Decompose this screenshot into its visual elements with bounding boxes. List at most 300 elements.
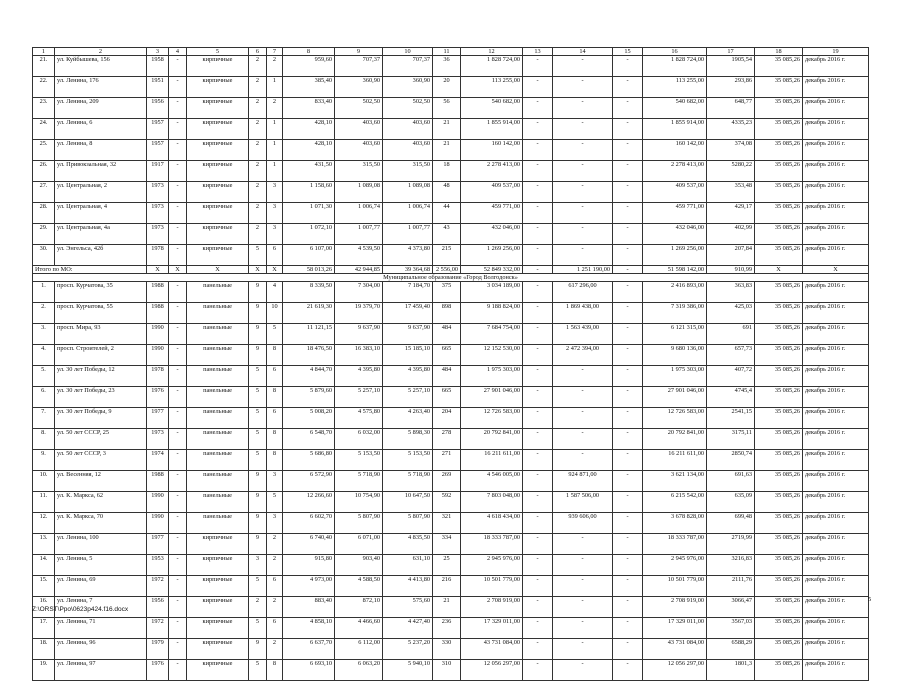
table-row (33, 387, 869, 408)
table-cell: 4 844,70 (283, 366, 335, 387)
table-cell: - (169, 245, 187, 266)
table-cell: 12 152 530,00 (461, 345, 523, 366)
table-cell: 5 807,90 (335, 513, 383, 534)
table-cell: 3 (267, 203, 283, 224)
table-cell: 1 828 724,00 (461, 56, 523, 77)
table-cell: 334 (433, 534, 461, 555)
table-cell: кирпичные (187, 77, 249, 98)
header-row (33, 48, 869, 56)
table-cell: 4 395,80 (335, 366, 383, 387)
table-cell: декабрь 2016 г. (803, 182, 869, 203)
table-cell: 1. (33, 282, 55, 303)
table-cell: декабрь 2016 г. (803, 203, 869, 224)
table-cell: 9 (249, 639, 267, 660)
table-cell: 1990 (147, 513, 169, 534)
table-cell: 4. (33, 345, 55, 366)
table-cell: 428,10 (283, 140, 335, 161)
table-cell: панельные (187, 324, 249, 345)
table-cell: 330 (433, 639, 461, 660)
table-cell: 1 007,77 (335, 224, 383, 245)
table-cell: 7 803 048,00 (461, 492, 523, 513)
table-cell: - (553, 597, 613, 618)
table-cell: кирпичные (187, 576, 249, 597)
table-cell: 9 (249, 471, 267, 492)
table-cell: - (523, 639, 553, 660)
table-cell: - (169, 345, 187, 366)
table-cell: - (169, 140, 187, 161)
table-cell: 1 975 303,00 (461, 366, 523, 387)
table-cell: 43 (433, 224, 461, 245)
table-cell: 385,40 (283, 77, 335, 98)
column-number: 10 (383, 48, 433, 56)
table-row (33, 513, 869, 534)
table-cell: 9 (249, 513, 267, 534)
table-cell: 310 (433, 660, 461, 681)
table-cell: 939 606,00 (553, 513, 613, 534)
table-cell: 13. (33, 534, 55, 555)
table-cell: 5 257,10 (335, 387, 383, 408)
table-cell: ул. Ленина, 5 (55, 555, 147, 576)
table-cell: декабрь 2016 г. (803, 618, 869, 639)
table-cell: 4 618 434,00 (461, 513, 523, 534)
table-cell: декабрь 2016 г. (803, 119, 869, 140)
table-cell: 2 (249, 161, 267, 182)
table-cell: 1905,54 (707, 56, 755, 77)
table-cell: 160 142,00 (461, 140, 523, 161)
table-cell: 5 008,20 (283, 408, 335, 429)
table-cell: 2 (249, 597, 267, 618)
table-cell: 25. (33, 140, 55, 161)
table-cell: панельные (187, 492, 249, 513)
table-cell: 18 333 787,00 (461, 534, 523, 555)
table-cell: 26. (33, 161, 55, 182)
table-cell: 2 (249, 98, 267, 119)
table-row (33, 245, 869, 266)
table-cell: 7. (33, 408, 55, 429)
table-cell: 7 304,00 (335, 282, 383, 303)
table-cell: панельные (187, 471, 249, 492)
table-cell: 6 693,10 (283, 660, 335, 681)
table-cell: кирпичные (187, 224, 249, 245)
table-cell: 635,09 (707, 492, 755, 513)
table-cell: 16 383,10 (335, 345, 383, 366)
table-cell: декабрь 2016 г. (803, 324, 869, 345)
table-cell: - (613, 303, 643, 324)
total-cell: - (523, 266, 553, 274)
total-cell: - (613, 266, 643, 274)
table-cell: кирпичные (187, 245, 249, 266)
table-cell: - (523, 119, 553, 140)
table-cell: 19 379,70 (335, 303, 383, 324)
table-cell: 17. (33, 618, 55, 639)
table-cell: 21 (433, 597, 461, 618)
total-cell: X (187, 266, 249, 274)
table-cell: - (169, 324, 187, 345)
table-cell: - (553, 534, 613, 555)
table-cell: - (613, 387, 643, 408)
table-cell: декабрь 2016 г. (803, 429, 869, 450)
table-cell: 3 678 828,00 (643, 513, 707, 534)
table-cell: 6 548,70 (283, 429, 335, 450)
municipality-row (33, 274, 869, 282)
table-cell: декабрь 2016 г. (803, 660, 869, 681)
table-cell: 657,73 (707, 345, 755, 366)
table-cell: 872,10 (335, 597, 383, 618)
table-row (33, 56, 869, 77)
table-cell: 35 085,26 (755, 77, 803, 98)
column-number: 15 (613, 48, 643, 56)
table-cell: - (613, 161, 643, 182)
table-cell: 4 466,60 (335, 618, 383, 639)
table-cell: 2 (267, 639, 283, 660)
table-cell: 3 (249, 555, 267, 576)
table-cell: ул. 30 лет Победы, 23 (55, 387, 147, 408)
table-cell: декабрь 2016 г. (803, 534, 869, 555)
table-cell: 691,63 (707, 471, 755, 492)
table-row (33, 77, 869, 98)
table-cell: 5 (249, 450, 267, 471)
table-cell: - (523, 513, 553, 534)
table-cell: 16 211 611,00 (643, 450, 707, 471)
table-cell: 407,72 (707, 366, 755, 387)
table-cell: 3 (267, 513, 283, 534)
table-cell: - (523, 576, 553, 597)
table-cell: 12 726 583,00 (643, 408, 707, 429)
table-cell: 502,50 (335, 98, 383, 119)
table-cell: 360,90 (383, 77, 433, 98)
column-number: 18 (755, 48, 803, 56)
table-cell: 1990 (147, 492, 169, 513)
table-cell: 2 416 893,00 (643, 282, 707, 303)
table-cell: - (169, 555, 187, 576)
table-row (33, 492, 869, 513)
table-cell: 35 085,26 (755, 429, 803, 450)
table-cell: 22. (33, 77, 55, 98)
table-cell: 1977 (147, 408, 169, 429)
table-cell: 575,60 (383, 597, 433, 618)
table-cell: 5280,22 (707, 161, 755, 182)
table-cell: 293,86 (707, 77, 755, 98)
table-cell: 4745,4 (707, 387, 755, 408)
table-cell: 4 395,80 (383, 366, 433, 387)
table-cell: ул. Куйбышева, 156 (55, 56, 147, 77)
table-cell: 5 (249, 245, 267, 266)
table-cell: 1972 (147, 576, 169, 597)
table-cell: 35 085,26 (755, 161, 803, 182)
table-cell: 35 085,26 (755, 408, 803, 429)
table-cell: - (523, 56, 553, 77)
table-cell: 12 056 297,00 (643, 660, 707, 681)
table-cell: - (169, 56, 187, 77)
table-cell: 9 637,90 (335, 324, 383, 345)
table-cell: 883,40 (283, 597, 335, 618)
table-cell: - (169, 597, 187, 618)
table-cell: - (523, 618, 553, 639)
table-cell: кирпичные (187, 56, 249, 77)
table-cell: 5 153,50 (335, 450, 383, 471)
table-cell: - (523, 203, 553, 224)
table-row (33, 324, 869, 345)
table-cell: 1 269 256,00 (461, 245, 523, 266)
table-cell: 1 089,08 (335, 182, 383, 203)
table-cell: 1988 (147, 303, 169, 324)
table-cell: 7 684 754,00 (461, 324, 523, 345)
table-cell: 35 085,26 (755, 555, 803, 576)
table-cell: 2 (249, 56, 267, 77)
table-cell: декабрь 2016 г. (803, 492, 869, 513)
table-cell: декабрь 2016 г. (803, 282, 869, 303)
table-cell: 1956 (147, 98, 169, 119)
table-cell: 271 (433, 450, 461, 471)
table-cell: декабрь 2016 г. (803, 450, 869, 471)
total-cell: 51 598 142,00 (643, 266, 707, 274)
table-cell: 315,50 (383, 161, 433, 182)
table-cell: 833,40 (283, 98, 335, 119)
table-cell: - (613, 576, 643, 597)
table-cell: 27. (33, 182, 55, 203)
table-cell: - (613, 618, 643, 639)
table-cell: декабрь 2016 г. (803, 387, 869, 408)
table-cell: ул. 50 лет СССР, 3 (55, 450, 147, 471)
table-cell: 204 (433, 408, 461, 429)
table-cell: 30. (33, 245, 55, 266)
column-number: 13 (523, 48, 553, 56)
table-row (33, 303, 869, 324)
table-cell: - (523, 182, 553, 203)
table-cell: 20 792 841,00 (643, 429, 707, 450)
document-page (32, 47, 868, 681)
table-row (33, 618, 869, 639)
table-cell: декабрь 2016 г. (803, 98, 869, 119)
table-cell: 8 (267, 429, 283, 450)
table-cell: 403,60 (335, 140, 383, 161)
table-cell: 3. (33, 324, 55, 345)
table-cell: 23. (33, 98, 55, 119)
table-cell: - (613, 639, 643, 660)
table-cell: панельные (187, 513, 249, 534)
table-row (33, 161, 869, 182)
table-cell: 5 686,80 (283, 450, 335, 471)
table-cell: кирпичные (187, 597, 249, 618)
table-cell: декабрь 2016 г. (803, 224, 869, 245)
table-cell: 2 (267, 534, 283, 555)
table-cell: 14. (33, 555, 55, 576)
table-cell: 5 (267, 324, 283, 345)
table-cell: ул. Ленина, 176 (55, 77, 147, 98)
table-cell: 2541,15 (707, 408, 755, 429)
table-cell: 21 (433, 140, 461, 161)
table-cell: 540 682,00 (643, 98, 707, 119)
table-cell: 1974 (147, 450, 169, 471)
table-cell: 1 071,30 (283, 203, 335, 224)
table-cell: 8 (267, 450, 283, 471)
table-cell: 17 459,40 (383, 303, 433, 324)
table-cell: - (553, 408, 613, 429)
table-cell: просп. Курчатова, 55 (55, 303, 147, 324)
table-cell: - (553, 639, 613, 660)
table-cell: 1 828 724,00 (643, 56, 707, 77)
table-cell: ул. Привокзальная, 32 (55, 161, 147, 182)
table-cell: - (553, 98, 613, 119)
table-cell: 502,50 (383, 98, 433, 119)
table-cell: 2850,74 (707, 450, 755, 471)
table-cell: панельные (187, 366, 249, 387)
table-cell: 959,60 (283, 56, 335, 77)
table-cell: 9 188 824,00 (461, 303, 523, 324)
table-cell: 35 085,26 (755, 282, 803, 303)
table-cell: 6 572,90 (283, 471, 335, 492)
table-row (33, 534, 869, 555)
table-cell: 665 (433, 387, 461, 408)
table-cell: 631,10 (383, 555, 433, 576)
table-cell: декабрь 2016 г. (803, 639, 869, 660)
table-cell: 903,40 (335, 555, 383, 576)
table-cell: 35 085,26 (755, 98, 803, 119)
table-cell: декабрь 2016 г. (803, 77, 869, 98)
table-cell: 28. (33, 203, 55, 224)
table-cell: - (613, 555, 643, 576)
table-cell: 35 085,26 (755, 513, 803, 534)
table-cell: 1 563 439,00 (553, 324, 613, 345)
table-cell: - (523, 345, 553, 366)
table-cell: 1 (267, 161, 283, 182)
table-cell: 2 708 919,00 (643, 597, 707, 618)
column-number: 16 (643, 48, 707, 56)
table-cell: 1972 (147, 618, 169, 639)
table-cell: - (553, 660, 613, 681)
table-cell: - (169, 366, 187, 387)
table-cell: декабрь 2016 г. (803, 245, 869, 266)
table-cell: 617 296,00 (553, 282, 613, 303)
table-cell: - (169, 182, 187, 203)
file-path: Z:\ORST\Ppo\0623p424.f16.docx (32, 606, 129, 613)
table-cell: 2 (249, 224, 267, 245)
table-cell: - (553, 429, 613, 450)
table-cell: 1 975 303,00 (643, 366, 707, 387)
table-cell: 2 278 413,00 (461, 161, 523, 182)
table-cell: декабрь 2016 г. (803, 408, 869, 429)
table-cell: 409 537,00 (643, 182, 707, 203)
table-cell: 12 726 583,00 (461, 408, 523, 429)
table-cell: 7 184,70 (383, 282, 433, 303)
table-cell: 5 (249, 408, 267, 429)
table-cell: 9 (249, 492, 267, 513)
total-cell: 42 944,85 (335, 266, 383, 274)
table-cell: 1976 (147, 660, 169, 681)
table-cell: 2 (249, 140, 267, 161)
table-cell: 2 945 976,00 (461, 555, 523, 576)
table-cell: - (523, 98, 553, 119)
table-cell: 1978 (147, 366, 169, 387)
table-cell: - (523, 492, 553, 513)
table-cell: просп. Мира, 93 (55, 324, 147, 345)
table-cell: - (553, 576, 613, 597)
table-cell: - (553, 387, 613, 408)
table-cell: 35 085,26 (755, 618, 803, 639)
table-cell: 1976 (147, 387, 169, 408)
table-cell: 4 413,80 (383, 576, 433, 597)
table-cell: 403,60 (383, 119, 433, 140)
column-number: 8 (283, 48, 335, 56)
table-cell: 9 (249, 534, 267, 555)
table-row (33, 140, 869, 161)
table-cell: - (523, 597, 553, 618)
table-row (33, 429, 869, 450)
table-cell: 5 (249, 366, 267, 387)
table-cell: 10 754,90 (335, 492, 383, 513)
table-cell: 35 085,26 (755, 345, 803, 366)
table-cell: ул. Центральная, 4а (55, 224, 147, 245)
table-cell: панельные (187, 429, 249, 450)
table-cell: 3 621 134,00 (643, 471, 707, 492)
table-row (33, 98, 869, 119)
total-cell: 58 013,26 (283, 266, 335, 274)
table-cell: 5 898,30 (383, 429, 433, 450)
table-row (33, 282, 869, 303)
table-cell: декабрь 2016 г. (803, 303, 869, 324)
column-number: 2 (55, 48, 147, 56)
table-cell: - (613, 56, 643, 77)
table-cell: 915,80 (283, 555, 335, 576)
table-cell: панельные (187, 450, 249, 471)
table-cell: - (523, 471, 553, 492)
table-cell: 36 (433, 56, 461, 77)
table-cell: 7 319 386,00 (643, 303, 707, 324)
table-cell: 363,83 (707, 282, 755, 303)
total-cell: X (169, 266, 187, 274)
table-cell: - (553, 140, 613, 161)
table-cell: декабрь 2016 г. (803, 471, 869, 492)
table-cell: 56 (433, 98, 461, 119)
table-cell: 1 158,60 (283, 182, 335, 203)
table-cell: - (169, 492, 187, 513)
table-cell: 403,60 (335, 119, 383, 140)
table-cell: 12 266,60 (283, 492, 335, 513)
table-cell: 12. (33, 513, 55, 534)
table-cell: 35 085,26 (755, 450, 803, 471)
table-cell: 1957 (147, 119, 169, 140)
table-cell: 665 (433, 345, 461, 366)
table-cell: 2 (249, 77, 267, 98)
table-cell: 1979 (147, 639, 169, 660)
table-cell: - (613, 98, 643, 119)
table-cell: 9 (249, 345, 267, 366)
table-cell: - (523, 555, 553, 576)
table-cell: - (169, 450, 187, 471)
table-cell: ул. 50 лет СССР, 25 (55, 429, 147, 450)
table-cell: 5 (249, 387, 267, 408)
table-cell: 35 085,26 (755, 203, 803, 224)
table-cell: 1951 (147, 77, 169, 98)
table-cell: 431,50 (283, 161, 335, 182)
table-cell: ул. Энгельса, 42б (55, 245, 147, 266)
table-cell: 8 339,50 (283, 282, 335, 303)
table-cell: 2 (267, 98, 283, 119)
total-cell: 52 849 332,00 (461, 266, 523, 274)
table-cell: 2 472 394,00 (553, 345, 613, 366)
column-number: 4 (169, 48, 187, 56)
table-cell: 1990 (147, 345, 169, 366)
table-cell: 2 (267, 56, 283, 77)
table-cell: декабрь 2016 г. (803, 576, 869, 597)
column-number: 19 (803, 48, 869, 56)
column-number: 9 (335, 48, 383, 56)
table-cell: - (613, 119, 643, 140)
table-row (33, 450, 869, 471)
table-cell: ул. Ленина, 7 (55, 597, 147, 618)
table-cell: - (523, 282, 553, 303)
table-cell: декабрь 2016 г. (803, 345, 869, 366)
